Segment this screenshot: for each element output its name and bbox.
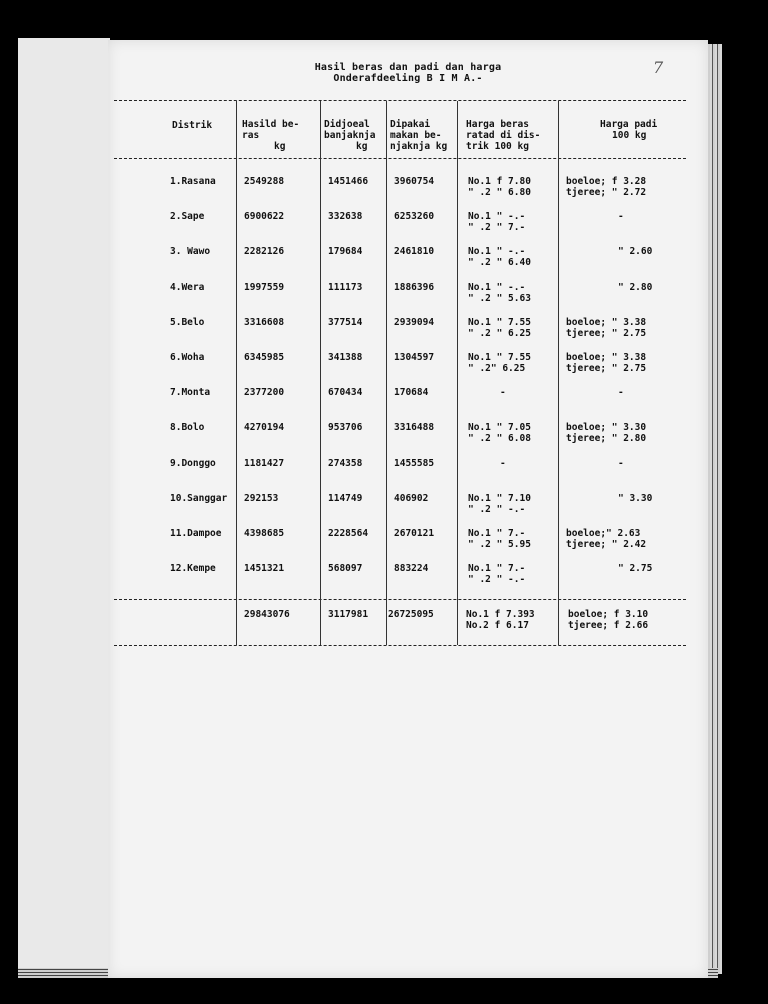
cell-harga-beras-1: No.1 " -.- [468, 211, 526, 223]
header-dipakai-line3: njaknja kg [390, 141, 448, 152]
total-padi-1: boeloe; f 3.10 [568, 609, 649, 620]
cell-dipakai: 2461810 [394, 246, 435, 258]
cell-harga-padi-2: tjeree; " 2.75 [566, 327, 647, 339]
cell-hasil: 2549288 [244, 176, 285, 187]
title-line-2: Onderafdeeling B I M A.- [333, 73, 483, 84]
total-hasil: 29843076 [244, 609, 290, 620]
cell-distrik: 1.Rasana [170, 176, 216, 187]
cell-distrik: 12.Kempe [170, 563, 216, 575]
page-mark: 7 [653, 58, 664, 77]
cell-harga-beras-1: No.1 f 7.80 [468, 176, 531, 187]
cell-didjoeal: 670434 [328, 387, 363, 399]
cell-harga-beras-1: No.1 " 7.- [468, 528, 526, 539]
cell-didjoeal: 2228564 [328, 528, 369, 539]
cell-dipakai: 6253260 [394, 211, 435, 223]
cell-hasil: 1997559 [244, 281, 285, 293]
cell-harga-padi-2: tjeree; " 2.80 [566, 433, 647, 445]
header-harga-beras-line2: ratad di dis- [466, 130, 541, 141]
cell-harga-beras-1: No.1 " 7.55 [468, 316, 531, 328]
cell-dipakai: 3960754 [394, 176, 435, 187]
cell-harga-beras-2: " .2 " 6.08 [468, 433, 531, 445]
cell-hasil: 2377200 [244, 387, 285, 399]
cell-harga-beras-2: " .2 " 6.80 [468, 187, 531, 198]
cell-distrik: 7.Monta [170, 387, 211, 399]
header-bottom-rule [114, 158, 686, 159]
cell-harga-padi-2: tjeree; " 2.42 [566, 539, 647, 550]
total-beras-2: No.2 f 6.17 [466, 620, 529, 631]
cell-didjoeal: 953706 [328, 422, 363, 434]
cell-distrik: 2.Sape [170, 211, 205, 223]
header-harga-padi-line1: Harga padi [600, 119, 658, 130]
col-separator-2 [320, 101, 321, 645]
cell-hasil: 292153 [244, 492, 279, 504]
cell-didjoeal: 341388 [328, 352, 363, 363]
cell-distrik: 9.Donggo [170, 457, 216, 469]
cell-dipakai: 2670121 [394, 528, 435, 539]
cell-harga-beras-2: " .2" 6.25 [468, 363, 526, 374]
cell-harga-padi-1: - [618, 457, 624, 469]
header-didjoeal-unit: kg [356, 141, 368, 152]
cell-harga-padi-2: tjeree; " 2.75 [566, 363, 647, 374]
cell-dipakai: 1304597 [394, 352, 435, 363]
cell-hasil: 3316608 [244, 316, 285, 328]
header-dipakai-line1: Dipakai [390, 119, 431, 130]
header-harga-beras-line1: Harga beras [466, 119, 529, 130]
cell-didjoeal: 332638 [328, 211, 363, 223]
col-separator-5 [558, 101, 559, 645]
total-dipakai: 26725095 [388, 609, 434, 620]
cell-didjoeal: 111173 [328, 281, 363, 293]
cell-harga-padi-1: boeloe; f 3.28 [566, 176, 647, 187]
header-hasil-line2: ras [242, 130, 260, 141]
cell-harga-padi-1: boeloe;" 2.63 [566, 528, 641, 539]
cell-dipakai: 406902 [394, 492, 429, 504]
cell-didjoeal: 568097 [328, 563, 363, 575]
cell-harga-beras-1: No.1 " -.- [468, 281, 526, 293]
cell-harga-beras-1: No.1 " -.- [468, 246, 526, 258]
total-beras-1: No.1 f 7.393 [466, 609, 535, 620]
col-separator-1 [236, 101, 237, 645]
cell-harga-beras-2: " .2 " -.- [468, 574, 526, 586]
cell-dipakai: 1455585 [394, 457, 435, 469]
cell-harga-padi-1: " 2.80 [618, 281, 653, 293]
cell-distrik: 10.Sanggar [170, 492, 228, 504]
cell-harga-beras-2: " .2 " 7.- [468, 222, 526, 234]
cell-distrik: 5.Belo [170, 316, 205, 328]
document-title [108, 62, 708, 84]
totals-top-rule [114, 599, 686, 600]
cell-didjoeal: 114749 [328, 492, 363, 504]
cell-hasil: 6900622 [244, 211, 285, 223]
cell-hasil: 4398685 [244, 528, 285, 539]
cell-dipakai: 3316488 [394, 422, 435, 434]
cell-harga-padi-1: boeloe; " 3.38 [566, 352, 647, 363]
cell-harga-beras-2: " .2 " 6.40 [468, 257, 531, 269]
cell-harga-padi-2: tjeree; " 2.72 [566, 187, 647, 198]
cell-dipakai: 2939094 [394, 316, 435, 328]
cell-harga-padi-1: " 2.75 [618, 563, 653, 575]
cell-harga-padi-1: boeloe; " 3.38 [566, 316, 647, 328]
cell-harga-beras-1: No.1 " 7.- [468, 563, 526, 575]
header-didjoeal-line2: banjaknja [324, 130, 376, 141]
header-harga-beras-line3: trik 100 kg [466, 141, 529, 152]
title-line-1: Hasil beras dan padi dan harga [314, 62, 502, 73]
table-top-rule [114, 100, 686, 101]
header-didjoeal-line1: Didjoeal [324, 119, 370, 130]
cell-hasil: 6345985 [244, 352, 285, 363]
cell-didjoeal: 377514 [328, 316, 363, 328]
header-dipakai-line2: makan be- [390, 130, 442, 141]
col-separator-3 [386, 101, 387, 645]
cell-hasil: 1181427 [244, 457, 285, 469]
cell-dipakai: 883224 [394, 563, 429, 575]
cell-distrik: 11.Dampoe [170, 528, 222, 539]
cell-harga-beras-1: No.1 " 7.10 [468, 492, 531, 504]
col-separator-4 [457, 101, 458, 645]
cell-harga-beras-1: - [500, 457, 506, 469]
cell-harga-padi-1: " 2.60 [618, 246, 653, 258]
cell-harga-beras-2: " .2 " 5.95 [468, 539, 531, 550]
table-bottom-rule [114, 645, 686, 646]
cell-distrik: 4.Wera [170, 281, 205, 293]
cell-harga-beras-1: - [500, 387, 506, 399]
cell-dipakai: 1886396 [394, 281, 435, 293]
cell-harga-beras-2: " .2 " -.- [468, 503, 526, 515]
cell-distrik: 8.Bolo [170, 422, 205, 434]
cell-distrik: 3. Wawo [170, 246, 211, 258]
header-distrik: Distrik [172, 120, 213, 131]
cell-didjoeal: 1451466 [328, 176, 369, 187]
header-hasil-line1: Hasild be- [242, 119, 300, 130]
cell-harga-beras-2: " .2 " 5.63 [468, 292, 531, 304]
header-hasil-unit: kg [274, 141, 286, 152]
cell-harga-padi-1: " 3.30 [618, 492, 653, 504]
cell-didjoeal: 179684 [328, 246, 363, 258]
total-padi-2: tjeree; f 2.66 [568, 620, 649, 631]
cell-harga-beras-2: " .2 " 6.25 [468, 327, 531, 339]
cell-hasil: 2282126 [244, 246, 285, 258]
cell-harga-padi-1: - [618, 211, 624, 223]
cell-harga-beras-1: No.1 " 7.05 [468, 422, 531, 434]
total-didjoeal: 3117981 [328, 609, 369, 620]
cell-harga-padi-1: boeloe; " 3.30 [566, 422, 647, 434]
left-page-strip [18, 38, 110, 974]
cell-dipakai: 170684 [394, 387, 429, 399]
cell-didjoeal: 274358 [328, 457, 363, 469]
header-harga-padi-line2: 100 kg [612, 130, 647, 141]
cell-harga-padi-1: - [618, 387, 624, 399]
cell-harga-beras-1: No.1 " 7.55 [468, 352, 531, 363]
cell-distrik: 6.Woha [170, 352, 205, 363]
cell-hasil: 4270194 [244, 422, 285, 434]
cell-hasil: 1451321 [244, 563, 285, 575]
document-page [108, 40, 708, 978]
